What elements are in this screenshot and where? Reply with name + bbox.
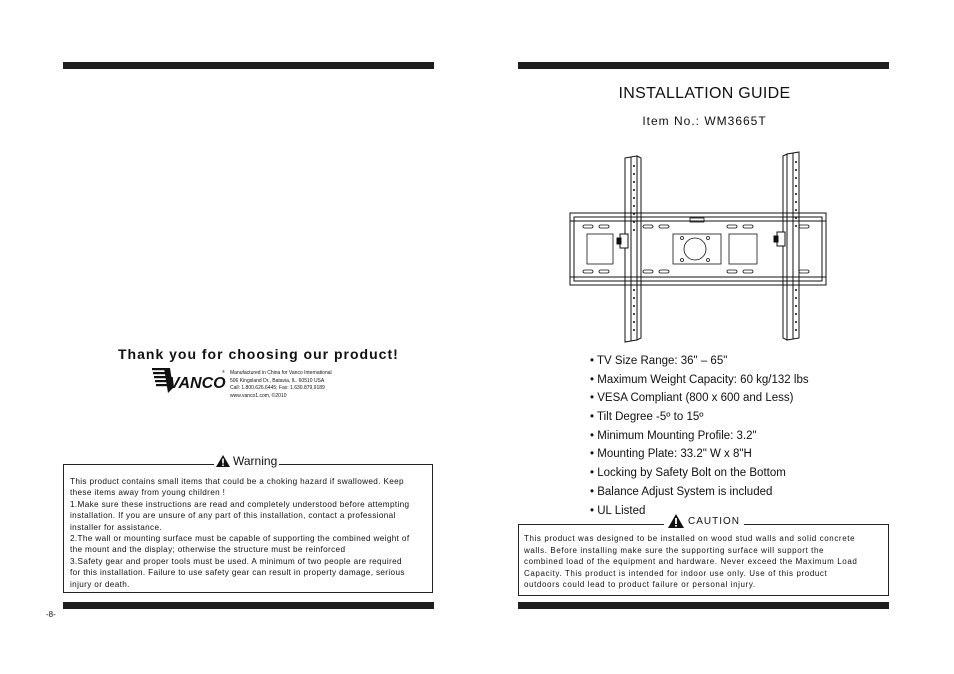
website-line: www.vanco1.com, ©2010 bbox=[230, 392, 287, 399]
spec-item: • Tilt Degree -5º to 15º bbox=[590, 411, 704, 424]
phone-line: Call: 1.800.626.6445; Fax: 1.630.879.9189 bbox=[230, 385, 325, 391]
caution-title-text: CAUTION bbox=[688, 515, 740, 527]
warning-line: for this installation. Failure to use safety gear can result in property damage, serious bbox=[70, 568, 405, 578]
svg-text:®: ® bbox=[222, 369, 225, 374]
warning-line: these items away from young children ! bbox=[70, 488, 226, 498]
warning-line: installation. If you are unsure of any part of this installation, contact a professional bbox=[70, 511, 396, 521]
right-bottom-bar bbox=[518, 602, 889, 609]
manufacturer-line: Manufactured in China for Vanco International bbox=[230, 370, 332, 376]
wall-mount-illustration bbox=[565, 150, 829, 346]
spec-item: • VESA Compliant (800 x 600 and Less) bbox=[590, 392, 794, 405]
warning-text bbox=[70, 476, 430, 590]
right-top-bar bbox=[518, 62, 889, 69]
caution-line: Capacity. This product is intended for indoor use only. Use of this product bbox=[524, 568, 828, 578]
warning-line: This product contains small items that could be a choking hazard if swallowed. Keep bbox=[70, 477, 404, 486]
spec-item: • TV Size Range: 36" – 65" bbox=[590, 355, 728, 367]
spec-item: • Minimum Mounting Profile: 3.2" bbox=[590, 429, 757, 442]
brand-text: VANCO bbox=[169, 375, 226, 392]
thank-you-heading: Thank you for choosing our product! bbox=[118, 346, 399, 362]
caution-line: walls. Before installing make sure the supporting surface will support the bbox=[524, 545, 825, 555]
spec-item: • Balance Adjust System is included bbox=[590, 485, 773, 498]
spec-item: • Maximum Weight Capacity: 60 kg/132 lbs bbox=[590, 373, 809, 386]
left-bottom-bar bbox=[63, 602, 434, 609]
left-top-bar bbox=[63, 62, 434, 69]
warning-title bbox=[214, 454, 279, 468]
spec-list bbox=[590, 352, 809, 520]
warning-triangle-icon bbox=[216, 455, 230, 467]
spec-item: • Mounting Plate: 33.2" W x 8"H bbox=[590, 448, 752, 461]
caution-line: outdoors could lead to product failure or personal injury. bbox=[524, 580, 756, 589]
warning-line: injury or death. bbox=[70, 579, 130, 589]
caution-text bbox=[524, 533, 886, 591]
caution-triangle-icon bbox=[668, 514, 684, 528]
warning-line: the mount and the display; otherwise the structure must be reinforced bbox=[70, 545, 346, 555]
warning-line: 2.The wall or mounting surface must be capable of supporting the combined weight of bbox=[70, 534, 410, 544]
warning-line: installer for assistance. bbox=[70, 522, 163, 532]
address-line: 506 Kingsland Dr., Batavia, IL. 60510 USA bbox=[230, 377, 325, 384]
warning-line: 1.Make sure these instructions are read and completely understood before attempting bbox=[70, 499, 410, 509]
warning-line: 3.Safety gear and proper tools must be used. A minimum of two people are required bbox=[70, 556, 402, 566]
item-number: Item No.: WM3665T bbox=[642, 114, 767, 128]
spec-item: • Locking by Safety Bolt on the Bottom bbox=[590, 467, 786, 480]
guide-title: INSTALLATION GUIDE bbox=[618, 85, 791, 102]
page-number: -8- bbox=[46, 610, 56, 619]
spec-item: • UL Listed bbox=[590, 504, 646, 517]
manufacturer-info bbox=[230, 370, 332, 400]
caution-title bbox=[664, 514, 744, 528]
warning-title-text: Warning bbox=[233, 454, 278, 468]
caution-line: This product was designed to be installed on wood stud walls and solid concrete bbox=[524, 534, 856, 543]
caution-line: combined load of the equipment and hardware. Never exceed the Maximum Load bbox=[524, 557, 858, 566]
vanco-logo bbox=[152, 366, 226, 394]
